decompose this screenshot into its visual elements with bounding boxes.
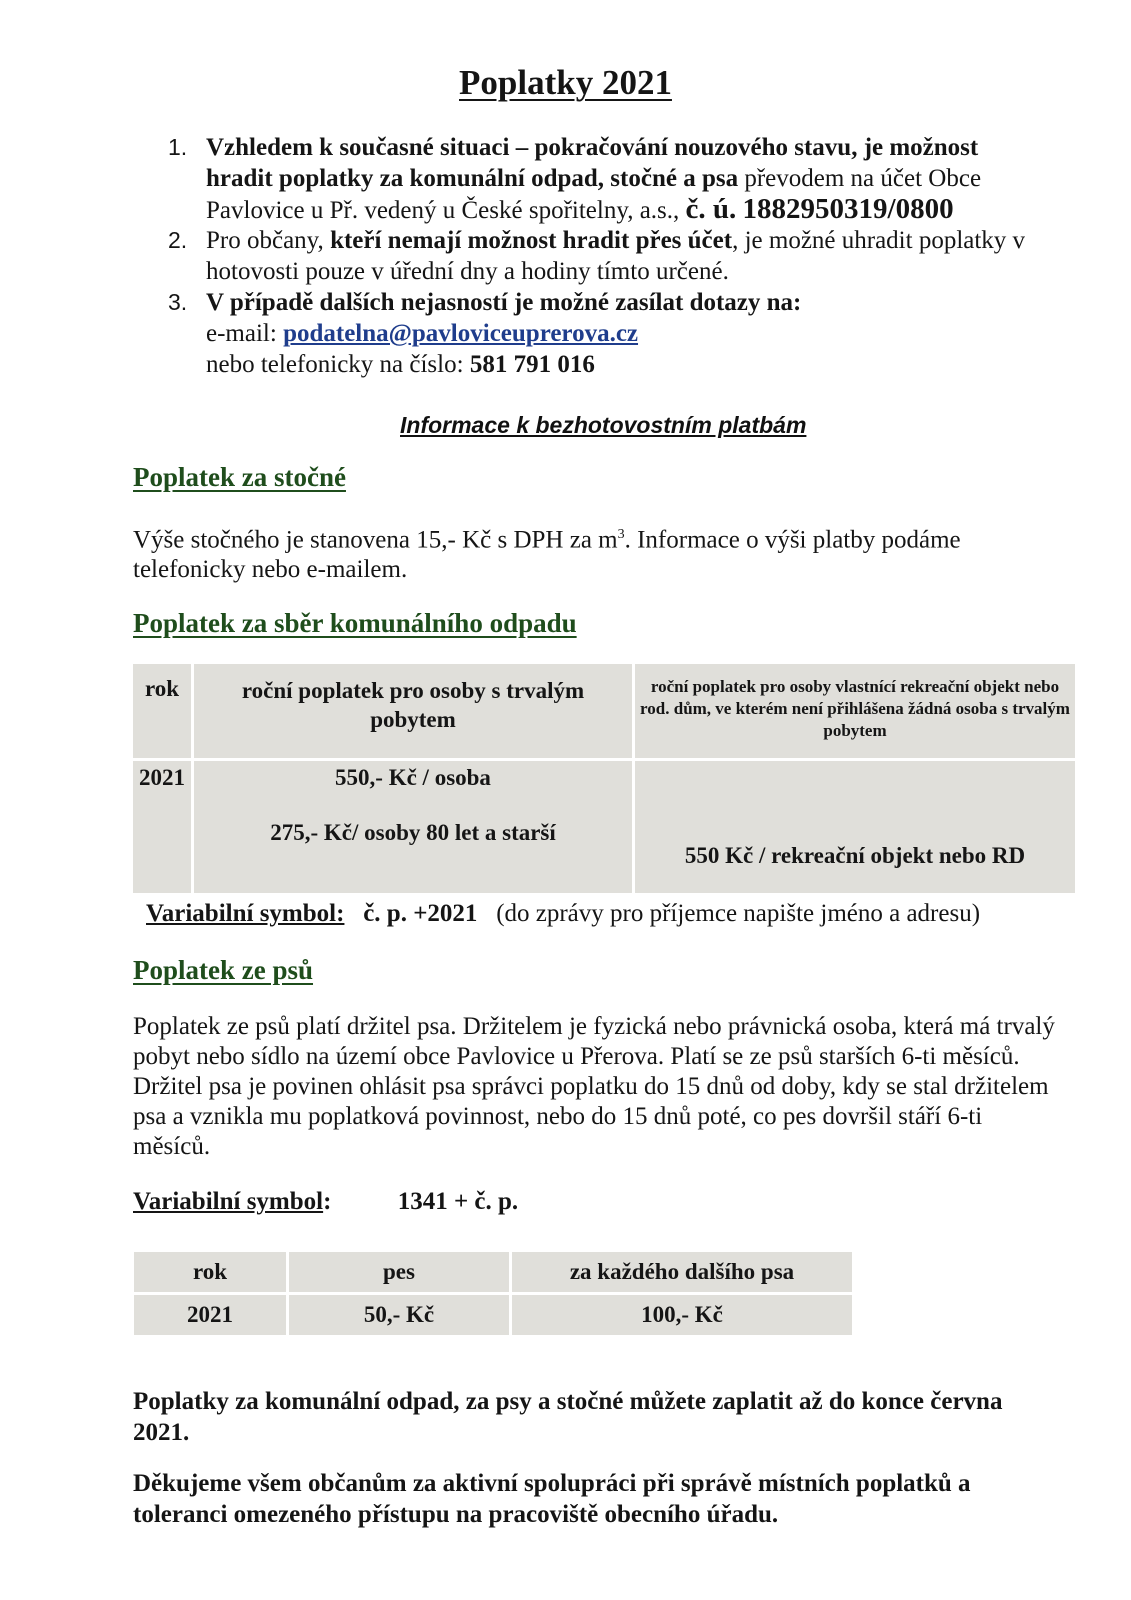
psi-variable-symbol — [133, 1188, 518, 1216]
intro-list — [168, 132, 1038, 380]
email-link[interactable]: podatelna@pavloviceuprerova.cz — [283, 320, 639, 347]
header-trvaly-text: roční poplatek pro osoby s trvalým pobytem — [241, 678, 585, 732]
intro-item-2-text-b: , je možné uhradit poplatky v hotovosti pouze v úřední dny a hodiny tímto určené. — [206, 227, 1026, 285]
phone-line — [206, 349, 1038, 380]
email-line — [206, 318, 1038, 349]
odpad-variable-symbol — [146, 900, 980, 928]
header-rok: rok — [133, 664, 191, 758]
table-header-row — [133, 664, 1075, 758]
account-number: 1882950319/0800 — [742, 193, 954, 225]
stocne-text-b: . Informace o výši platby podáme telefonicky nebo e-mailem. — [133, 526, 961, 584]
closing-thanks: Děkujeme všem občanům za aktivní spolupráci při správě místních poplatků a toleranci omezeného přístupu na pracoviště obecního úřadu. — [133, 1470, 971, 1528]
phone-label: nebo telefonicky na číslo: — [206, 351, 470, 378]
intro-item-1-text: převodem na účet Obce Pavlovice u Př. vedený u České spořitelny, a.s., — [206, 165, 982, 224]
stocne-text-a: Výše stočného je stanovena 15,- Kč s DPH za m — [133, 526, 618, 554]
intro-item-2-bold: kteří nemají možnost hradit přes účet — [330, 227, 733, 254]
cell-pes: 50,- Kč — [289, 1295, 509, 1335]
closing-deadline: Poplatky za komunální odpad, za psy a stočné můžete zaplatit až do konce června 2021. — [133, 1388, 1003, 1446]
table-row — [134, 1295, 852, 1335]
header-rekreace-text: roční poplatek pro osoby vlastnící rekreační objekt nebo rod. dům, ve kterém není přihlášena žádná osoba s trvalým pobytem — [640, 677, 1070, 740]
header-trvaly — [194, 664, 632, 758]
odpad-heading: Poplatek za sběr komunálního odpadu — [133, 608, 577, 638]
intro-item-2 — [168, 225, 1038, 287]
table-header-row — [134, 1252, 852, 1292]
table-row — [133, 761, 1075, 893]
header-rok: rok — [134, 1252, 286, 1292]
cell-dalsi-pes: 100,- Kč — [512, 1295, 852, 1335]
vs-label: Variabilní symbol — [133, 1188, 324, 1215]
header-pes: pes — [289, 1252, 509, 1292]
psi-text: Poplatek ze psů platí držitel psa. Držitelem je fyzická nebo právnická osoba, která má trvalý pobyt nebo sídlo na území obce Pavlovice u Přerova. Platí se ze psů starších 6-ti měsíců. Držitel psa je povinen ohlásit psa správci poplatku do 15 dnů od doby, kdy se stal držitelem psa a vznikla mu poplatková povinnost, nebo do 15 dnů poté, co pes dovršil stáří 6-ti měsíců. — [133, 1013, 1055, 1160]
odpad-table — [130, 661, 1078, 896]
info-heading: Informace k bezhotovostním platbám — [400, 412, 807, 438]
cell-rok: 2021 — [133, 761, 191, 893]
vs-value: 1341 + č. p. — [397, 1188, 519, 1215]
cell-trvaly-1: 550,- Kč / osoba — [335, 765, 491, 790]
list-number: 1. — [168, 134, 188, 160]
header-dalsi-pes: za každého dalšího psa — [512, 1252, 852, 1292]
stocne-text — [133, 520, 1058, 585]
header-rekreace — [635, 664, 1075, 758]
intro-item-1-bold: Vzhledem k současné situaci – pokračování nouzového stavu, je možnost hradit poplatky za komunální odpad, stočné a psa — [206, 134, 979, 192]
vs-value: č. p. +2021 — [363, 900, 478, 927]
vs-label: Variabilní symbol: — [146, 900, 345, 927]
intro-item-1 — [168, 132, 1038, 225]
vs-colon: : — [323, 1188, 332, 1215]
cell-rekreace: 550 Kč / rekreační objekt nebo RD — [635, 761, 1075, 893]
psi-heading: Poplatek ze psů — [133, 955, 314, 985]
account-label: č. ú. — [685, 193, 737, 225]
list-number: 3. — [168, 289, 188, 315]
intro-item-3-bold: V případě dalších nejasností je možné zasílat dotazy na: — [206, 289, 802, 316]
stocne-heading: Poplatek za stočné — [133, 462, 346, 492]
vs-note: (do zprávy pro příjemce napište jméno a adresu) — [496, 900, 981, 927]
email-label: e-mail: — [206, 320, 284, 347]
cell-rok: 2021 — [134, 1295, 286, 1335]
stocne-sup: 3 — [617, 527, 625, 542]
cell-trvaly-2: 275,- Kč/ osoby 80 let a starší — [270, 820, 556, 845]
cell-trvaly — [194, 761, 632, 893]
page-title: Poplatky 2021 — [459, 63, 672, 102]
phone-number: 581 791 016 — [469, 351, 595, 378]
list-number: 2. — [168, 227, 188, 253]
intro-item-3 — [168, 287, 1038, 380]
intro-item-2-text-a: Pro občany, — [206, 227, 331, 254]
psi-table — [131, 1249, 855, 1338]
